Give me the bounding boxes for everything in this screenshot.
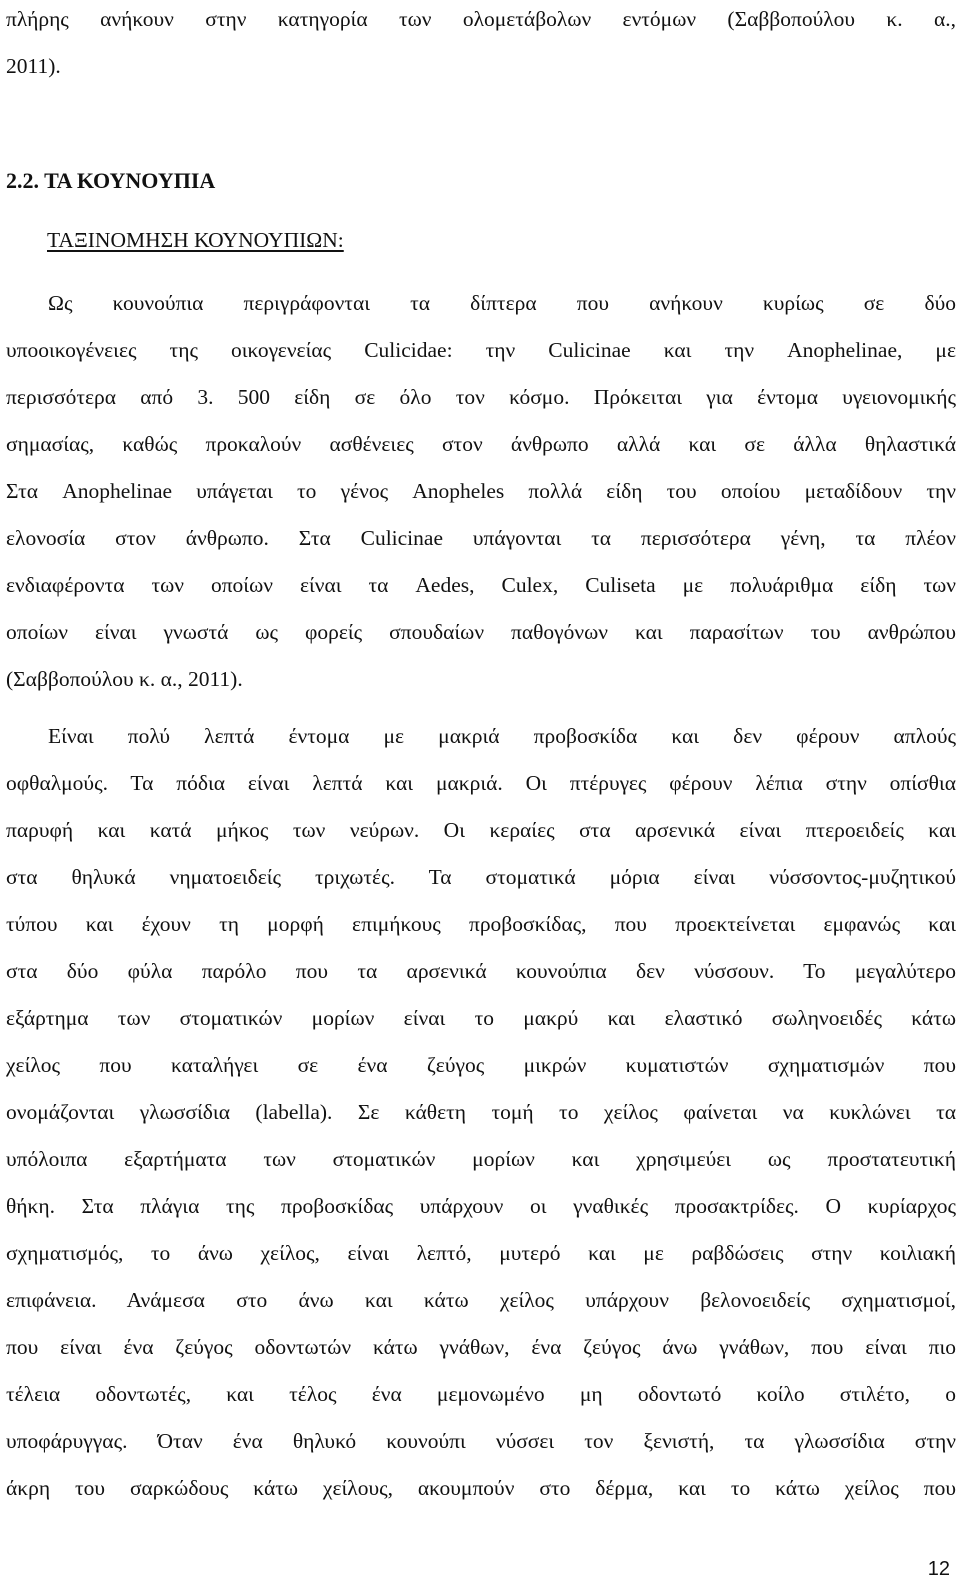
text-line: Στα Anophelinae υπάγεται το γένος Anopheles πολλά είδη του οποίου μεταδίδουν την (6, 479, 956, 503)
text-line: τέλεια οδοντωτές, και τέλος ένα μεμονωμένο μη οδοντωτό κοίλο στιλέτο, ο (6, 1382, 956, 1406)
text-line: παρυφή και κατά μήκος των νεύρων. Οι κεραίες στα αρσενικά είναι πτεροειδείς και (6, 818, 956, 842)
text-line: Ως κουνούπια περιγράφονται τα δίπτερα που ανήκουν κυρίως σε δύο (48, 291, 956, 315)
paragraph-2 (6, 713, 956, 1512)
text-line: εξάρτημα των στοματικών μορίων είναι το μακρύ και ελαστικό σωληνοειδές κάτω (6, 1006, 956, 1030)
text-line: που είναι ένα ζεύγος οδοντωτών κάτω γνάθων, ένα ζεύγος άνω γνάθων, που είναι πιο (6, 1335, 956, 1359)
text-line: περισσότερα από 3. 500 είδη σε όλο τον κόσμο. Πρόκειται για έντομα υγειονομικής (6, 385, 956, 409)
text-line: χείλος που καταλήγει σε ένα ζεύγος μικρών κυματιστών σχηματισμών που (6, 1053, 956, 1077)
text-line: τύπου και έχουν τη μορφή επιμήκους προβοσκίδας, που προεκτείνεται εμφανώς και (6, 912, 956, 936)
text-line: ονομάζονται γλωσσίδια (labella). Σε κάθετη τομή το χείλος φαίνεται να κυκλώνει τα (6, 1100, 956, 1124)
subheading: ΤΑΞΙΝΟΜΗΣΗ ΚΟΥΝΟΥΠΙΩΝ: (47, 228, 344, 252)
text-line: οφθαλμούς. Τα πόδια είναι λεπτά και μακριά. Οι πτέρυγες φέρουν λέπια στην οπίσθια (6, 771, 956, 795)
text-line: σημασίας, καθώς προκαλούν ασθένειες στον άνθρωπο αλλά και σε άλλα θηλαστικά (6, 432, 956, 456)
section-title: 2.2. ΤΑ ΚΟΥΝΟΥΠΙΑ (6, 168, 216, 193)
text-line: υποοικογένειες της οικογενείας Culicidae: την Culicinae και την Anophelinae, με (6, 338, 956, 362)
intro-text (6, 0, 956, 90)
text-line: επιφάνεια. Ανάμεσα στο άνω και κάτω χείλος υπάρχουν βελονοειδείς σχηματισμοί, (6, 1288, 956, 1312)
text-line: άκρη του σαρκώδους κάτω χείλους, ακουμπούν στο δέρμα, και το κάτω χείλος που (6, 1476, 956, 1500)
text-line: υπόλοιπα εξαρτήματα των στοματικών μορίων και χρησιμεύει ως προστατευτική (6, 1147, 956, 1171)
text-line: (Σαββοπούλου κ. α., 2011). (6, 667, 243, 691)
text-line: σχηματισμός, το άνω χείλος, είναι λεπτό, μυτερό και με ραβδώσεις στην κοιλιακή (6, 1241, 956, 1265)
text-line: στα θηλυκά νηματοειδείς τριχωτές. Τα στοματικά μόρια είναι νύσσοντος-μυζητικού (6, 865, 956, 889)
text-line: θήκη. Στα πλάγια της προβοσκίδας υπάρχουν οι γναθικές προσακτρίδες. Ο κυρίαρχος (6, 1194, 956, 1218)
paragraph-1 (6, 280, 956, 703)
text-line: πλήρης ανήκουν στην κατηγορία των ολομετάβολων εντόμων (Σαββοπούλου κ. α., (6, 7, 956, 31)
text-line: οποίων είναι γνωστά ως φορείς σπουδαίων παθογόνων και παρασίτων του ανθρώπου (6, 620, 956, 644)
text-line: ελονοσία στον άνθρωπο. Στα Culicinae υπάγονται τα περισσότερα γένη, τα πλέον (6, 526, 956, 550)
text-line: στα δύο φύλα παρόλο που τα αρσενικά κουνούπια δεν νύσσουν. Το μεγαλύτερο (6, 959, 956, 983)
text-line: ενδιαφέροντα των οποίων είναι τα Aedes, Culex, Culiseta με πολυάριθμα είδη των (6, 573, 956, 597)
text-line: υποφάρυγγας. Όταν ένα θηλυκό κουνούπι νύσσει τον ξενιστή, τα γλωσσίδια στην (6, 1429, 956, 1453)
text-line: 2011). (6, 54, 61, 78)
page-number: 12 (927, 1558, 950, 1580)
text-line: Είναι πολύ λεπτά έντομα με μακριά προβοσκίδα και δεν φέρουν απλούς (48, 724, 956, 748)
